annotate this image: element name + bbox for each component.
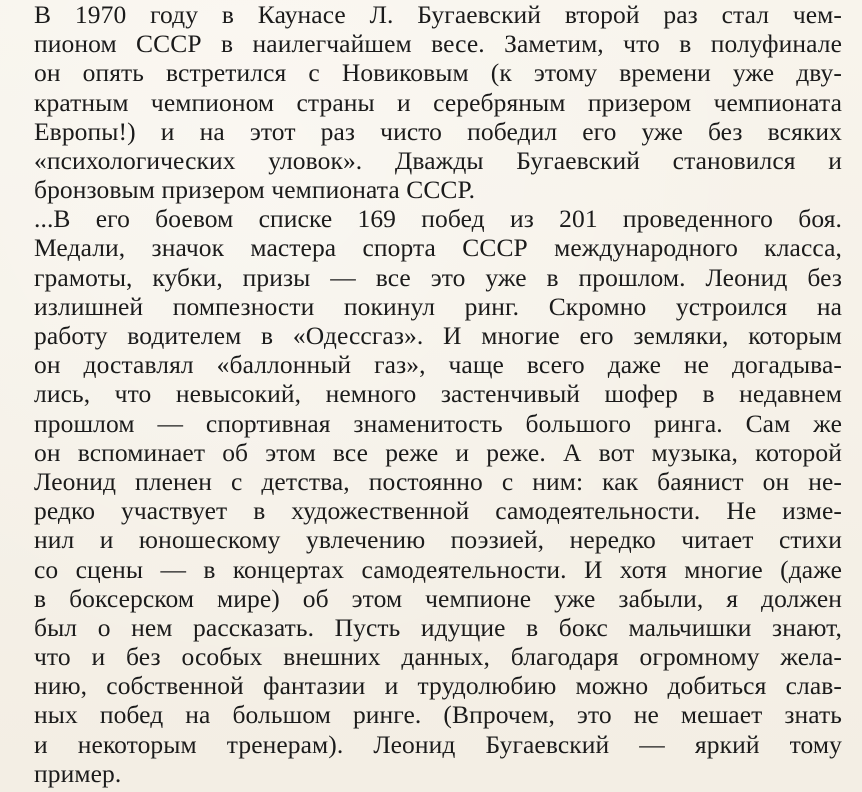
paragraph-2-line-8: прошлом — спортивная знаменитость большого ринга. Сам же bbox=[34, 408, 842, 438]
paragraph-2-line-14: в боксерском мире) об этом чемпионе уже забыли, я должен bbox=[34, 583, 842, 613]
paragraph-1-line-1: В 1970 году в Каунасе Л. Бугаевский второй раз стал чем- bbox=[34, 0, 842, 29]
paragraph-2-line-12: нил и юношескому увлечению поэзией, нередко читает стихи bbox=[34, 525, 842, 555]
paragraph-2-line-3: грамоты, кубки, призы — все это уже в прошлом. Леонид без bbox=[34, 262, 842, 292]
paragraph-1-line-6: «психологических уловок». Дважды Бугаевский становился и bbox=[34, 145, 842, 175]
paragraph-2-line-20: пример. bbox=[34, 758, 122, 788]
paragraph-2-line-18: ных побед на большом ринге. (Впрочем, это не мешает знать bbox=[34, 700, 842, 730]
paragraph-2-line-11: редко участвует в художественной самодеятельности. Не изме- bbox=[34, 496, 842, 526]
paragraph-2-line-10: Леонид пленен с детства, постоянно с ним: как баянист он не- bbox=[34, 466, 842, 496]
paragraph-2-line-15: был о нем рассказать. Пусть идущие в бокс мальчишки знают, bbox=[34, 612, 842, 642]
paragraph-1-line-5: Европы!) и на этот раз чисто победил его уже без всяких bbox=[34, 116, 842, 146]
paragraph-1-line-7: бронзовым призером чемпионата СССР. bbox=[34, 175, 476, 205]
paragraph-2-line-4: излишней помпезности покинул ринг. Скромно устроился на bbox=[34, 291, 842, 321]
paragraph-2-line-19: и некоторым тренерам). Леонид Бугаевский — яркий тому bbox=[34, 729, 842, 759]
paragraph-1-line-3: он опять встретился с Новиковым (к этому времени уже дву- bbox=[34, 58, 842, 88]
paragraph-2-line-17: нию, собственной фантазии и трудолюбию можно добиться слав- bbox=[34, 671, 842, 701]
paragraph-2-line-7: лись, что невысокий, немного застенчивый шофер в недавнем bbox=[34, 379, 842, 409]
paragraph-2-line-6: он доставлял «баллонный газ», чаще всего даже не догадыва- bbox=[34, 350, 842, 380]
paragraph-2-line-2: Медали, значок мастера спорта СССР международного класса, bbox=[34, 233, 842, 263]
paragraph-2-line-9: он вспоминает об этом все реже и реже. А вот музыка, которой bbox=[34, 437, 842, 467]
paragraph-2-line-13: со сцены — в концертах самодеятельности. И хотя многие (даже bbox=[34, 554, 842, 584]
paragraph-2-line-16: что и без особых внешних данных, благодаря огромному жела- bbox=[34, 642, 842, 672]
paragraph-2-line-1: ...В его боевом списке 169 побед из 201 проведенного боя. bbox=[34, 204, 842, 234]
paragraph-2-line-5: работу водителем в «Одессгаз». И многие его земляки, которым bbox=[34, 321, 842, 351]
paragraph-1-line-4: кратным чемпионом страны и серебряным призером чемпионата bbox=[34, 87, 842, 117]
paragraph-1-line-2: пионом СССР в наилегчайшем весе. Заметим, что в полуфинале bbox=[34, 29, 842, 59]
